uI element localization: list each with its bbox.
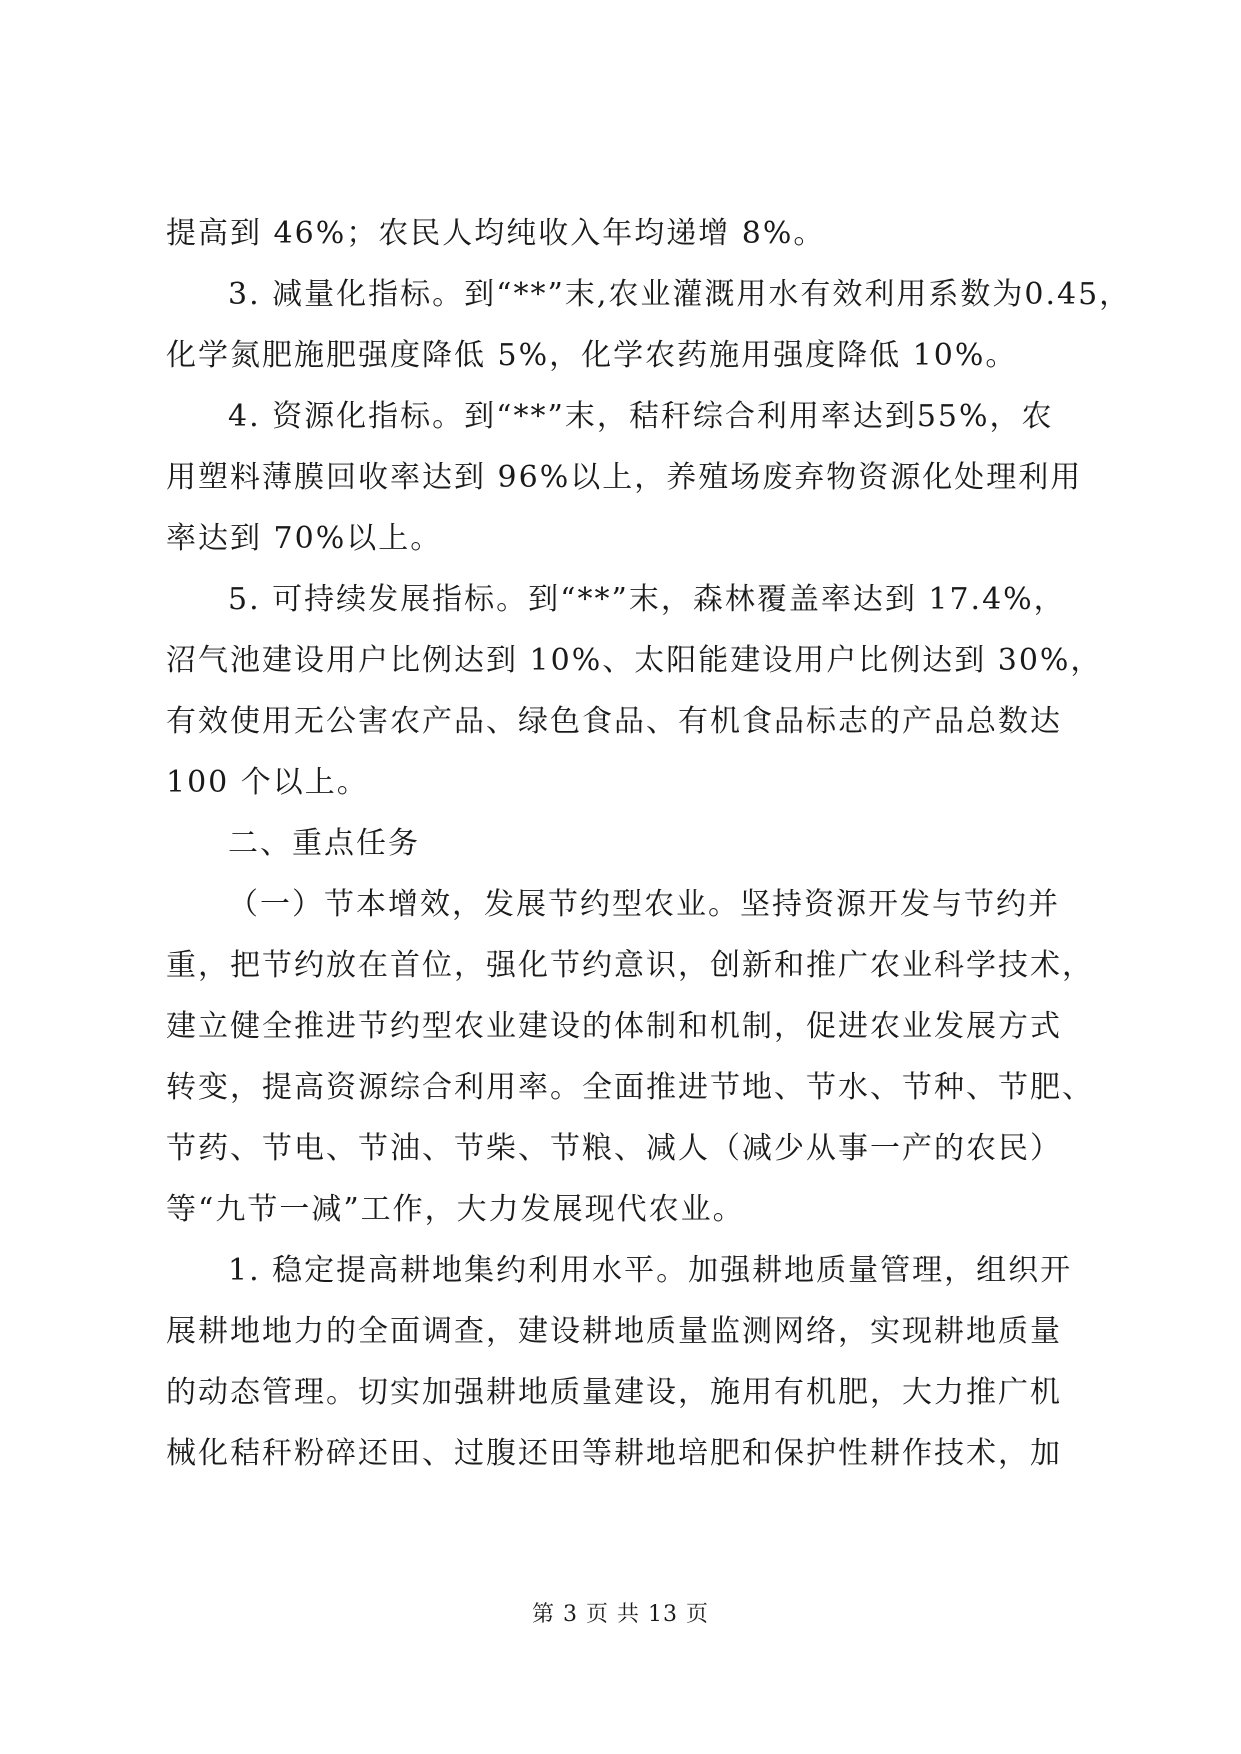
text-line: 等“九节一减”工作，大力发展现代农业。 [166, 1192, 745, 1227]
text-line: 转变，提高资源综合利用率。全面推进节地、节水、节种、节肥、 [166, 1070, 1094, 1105]
text-line: （一）节本增效，发展节约型农业。坚持资源开发与节约并 [228, 887, 1060, 922]
text-line: 械化秸秆粉碎还田、过腹还田等耕地培肥和保护性耕作技术，加 [166, 1436, 1062, 1471]
text-line: 的动态管理。切实加强耕地质量建设，施用有机肥，大力推广机 [166, 1375, 1062, 1410]
text-line: 4. 资源化指标。到“**”末，秸秆综合利用率达到55%，农 [228, 399, 1054, 434]
text-line: 率达到 70%以上。 [166, 521, 443, 556]
text-line: 建立健全推进节约型农业建设的体制和机制，促进农业发展方式 [166, 1009, 1062, 1044]
text-line: 化学氮肥施肥强度降低 5%，化学农药施用强度降低 10%。 [166, 338, 1018, 373]
text-line: 节药、节电、节油、节柴、节粮、减人（减少从事一产的农民） [166, 1131, 1062, 1166]
text-line: 展耕地地力的全面调查，建设耕地质量监测网络，实现耕地质量 [166, 1314, 1062, 1349]
text-line: 5. 可持续发展指标。到“**”末，森林覆盖率达到 17.4%， [228, 582, 1066, 617]
section-heading: 二、重点任务 [228, 826, 420, 861]
text-line: 3. 减量化指标。到“**”末,农业灌溉用水有效利用系数为0.45， [228, 277, 1132, 312]
text-line: 用塑料薄膜回收率达到 96%以上，养殖场废弃物资源化处理利用 [166, 460, 1083, 495]
text-line: 重，把节约放在首位，强化节约意识，创新和推广农业科学技术， [166, 948, 1094, 983]
page-number-footer: 第 3 页 共 13 页 [532, 1602, 709, 1627]
text-line: 100 个以上。 [166, 765, 369, 800]
text-line: 沼气池建设用户比例达到 10%、太阳能建设用户比例达到 30%， [166, 643, 1103, 678]
text-line: 1. 稳定提高耕地集约利用水平。加强耕地质量管理，组织开 [228, 1253, 1073, 1288]
body-text [166, 203, 1132, 1484]
text-line: 有效使用无公害农产品、绿色食品、有机食品标志的产品总数达 [166, 704, 1062, 739]
text-line: 提高到 46%；农民人均纯收入年均递增 8%。 [166, 216, 826, 251]
